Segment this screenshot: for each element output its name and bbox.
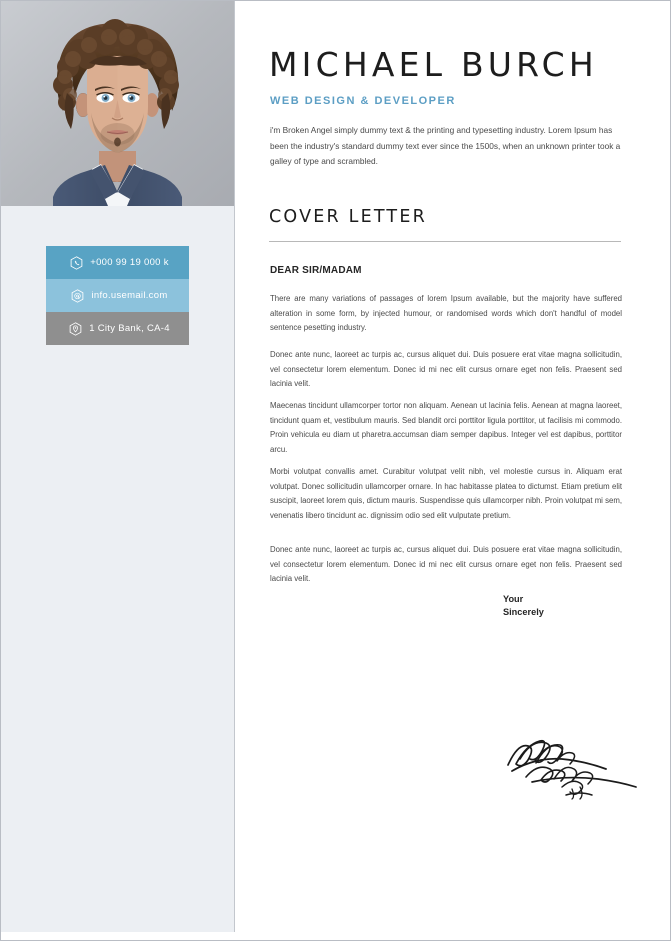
letter-paragraph: Donec ante nunc, laoreet ac turpis ac, cursus aliquet dui. Duis posuere erat vitae magna sollicitudin, vel consectetur lorem elementum. Donec id mi nec elit cursus ornare eget non felis. Praesent sed lacinia velit.: [270, 545, 622, 584]
letter-paragraph: Morbi volutpat convallis amet. Curabitur volutpat velit nibh, vel molestie cursus in. Aliquam erat volutpat. Donec sollicitudin ullamcorper ornare. In hac habitasse platea to dictumst. Etiam pretium elit suscipit, laoreet lorem quis, dictum mauris. Suspendisse quis ullamcorper nibh. Proin volutpat mi sem, venenatis libero tincidunt ac. dignissim odio sed elit vulputate pretium.: [270, 467, 622, 520]
signoff-line-2: Sincerely: [503, 607, 544, 617]
letter-paragraph: Donec ante nunc, laoreet ac turpis ac, cursus aliquet dui. Duis posuere erat vitae magna sollicitudin, vel consectetur lorem elementum. Donec id mi nec elit cursus ornare eget non felis. Praesent sed lacinia velit.: [270, 350, 622, 389]
letter-paragraph: Maecenas tincidunt ullamcorper tortor non aliquam. Aenean ut lacinia felis. Aenean at magna laoreet, tincidunt quam et, vestibulum mauris. Sed blandit orci porttitor ligula porttitor, ut facilisis mi commodo. Proin vehicula eu diam ut pharetra.accumsan diam semper dapibus. Integer vel est dapibus, porttitor arcu.: [270, 401, 622, 454]
signature-icon: [502, 729, 652, 804]
section-divider: [269, 241, 621, 242]
contact-phone[interactable]: [46, 246, 189, 279]
signoff-line-1: Your: [503, 594, 524, 604]
salutation: DEAR SIR/MADAM: [270, 265, 362, 276]
contact-address[interactable]: [46, 312, 189, 345]
contact-address-value: 1 City Bank, CA-4: [89, 323, 170, 334]
letter-paragraph: There are many variations of passages of lorem Ipsum available, but the majority have suffered alteration in some form, by injected humour, or randomised words which don't handful of model sentence pesetting industry.: [270, 294, 622, 333]
page-title: MICHAEL BURCH: [269, 45, 598, 84]
contact-phone-value: +000 99 19 000 k: [90, 257, 169, 268]
profile-photo: [1, 1, 234, 206]
main-content: [236, 1, 671, 940]
portrait-illustration: [1, 1, 234, 206]
intro-paragraph: i'm Broken Angel simply dummy text & the printing and typesetting industry. Lorem Ipsum has been the industry's standard dummy text ever since the 1500s, when an unknown printer took a galley of type and scrambled.: [270, 125, 621, 166]
signature: [502, 729, 652, 804]
email-icon: [71, 289, 84, 303]
sidebar: [1, 1, 235, 932]
contact-email-value: info.usemail.com: [91, 290, 168, 301]
phone-icon: [70, 256, 83, 270]
signoff: [503, 593, 544, 619]
section-title-cover-letter: COVER LETTER: [269, 207, 427, 227]
location-pin-icon: [69, 322, 82, 336]
contact-info-list: [46, 246, 189, 345]
job-title: WEB DESIGN & DEVELOPER: [270, 95, 456, 107]
contact-email[interactable]: [46, 279, 189, 312]
